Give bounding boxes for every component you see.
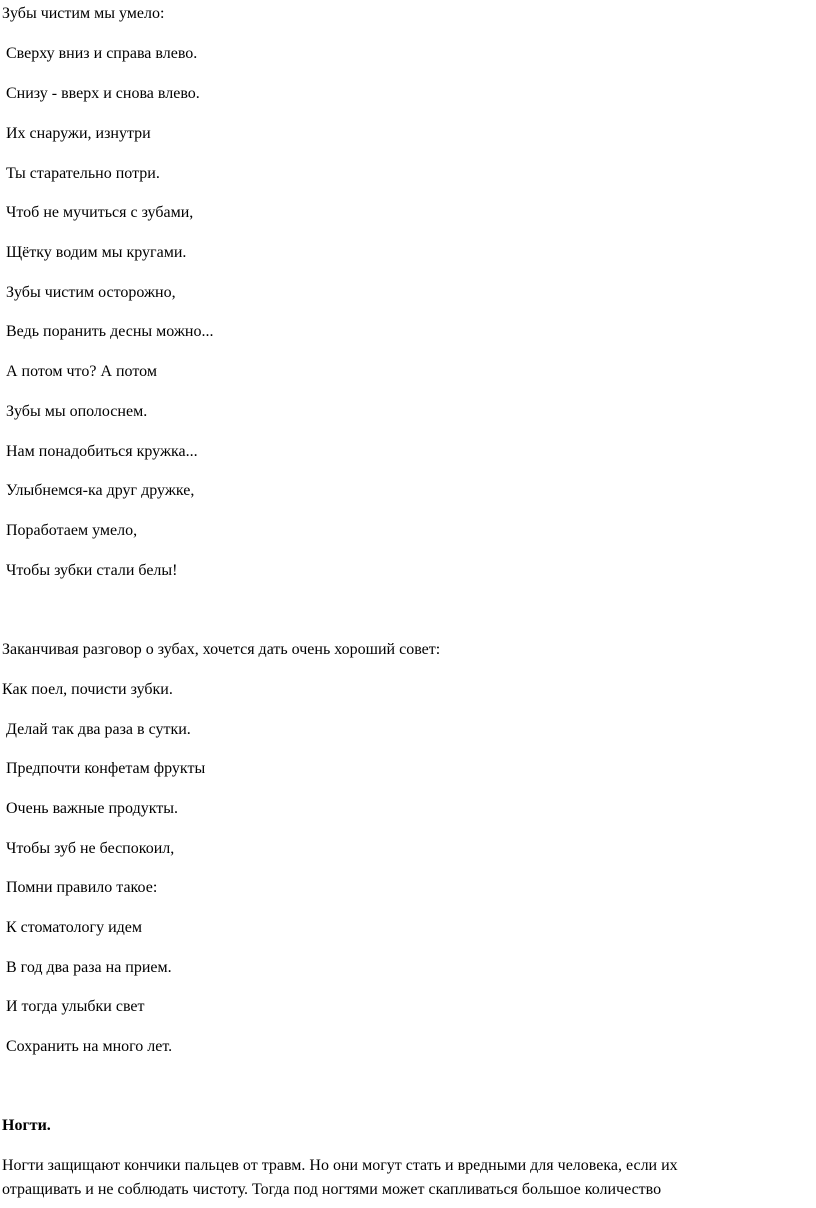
intro-paragraph: Заканчивая разговор о зубах, хочется дать очень хороший совет: [2,641,441,658]
poem1-line: Снизу - вверх и снова влево. [6,85,200,102]
poem1-line: Чтобы зубки стали белы! [6,562,178,579]
poem1-line: Ведь поранить десны можно... [6,323,214,340]
poem1-line: Их снаружи, изнутри [6,125,151,142]
poem2-line: И тогда улыбки свет [6,998,145,1015]
poem1-line: Нам понадобиться кружка... [6,443,198,460]
poem2-line: К стоматологу идем [6,919,142,936]
poem1-line: Зубы чистим осторожно, [6,284,176,301]
poem2-line: Сохранить на много лет. [6,1038,173,1055]
poem1-line: А потом что? А потом [6,363,157,380]
section-heading: Ногти. [2,1117,51,1134]
poem2-line: Помни правило такое: [6,879,158,896]
poem1-line: Ты старательно потри. [6,165,160,182]
poem1-line: Сверху вниз и справа влево. [6,45,198,62]
poem1-line: Зубы чистим мы умело: [2,5,165,22]
poem1-line: Чтоб не мучиться с зубами, [6,204,194,221]
poem2-line: Делай так два раза в сутки. [6,721,191,738]
section-text-line: отращивать и не соблюдать чистоту. Тогда под ногтями может скапливаться большое количество [2,1181,662,1198]
poem1-line: Поработаем умело, [6,522,138,539]
poem2-line: Очень важные продукты. [6,800,179,817]
poem1-line: Зубы мы ополоснем. [6,403,148,420]
poem1-line: Улыбнемся-ка друг дружке, [6,482,195,499]
section-text-line: Ногти защищают кончики пальцев от травм. Но они могут стать и вредными для человека, если их [2,1157,678,1174]
poem2-line: Чтобы зуб не беспокоил, [6,840,175,857]
poem2-line: Предпочти конфетам фрукты [6,760,206,777]
poem2-line: В год два раза на прием. [6,959,172,976]
poem1-line: Щётку водим мы кругами. [6,244,187,261]
poem2-line: Как поел, почисти зубки. [2,681,173,698]
